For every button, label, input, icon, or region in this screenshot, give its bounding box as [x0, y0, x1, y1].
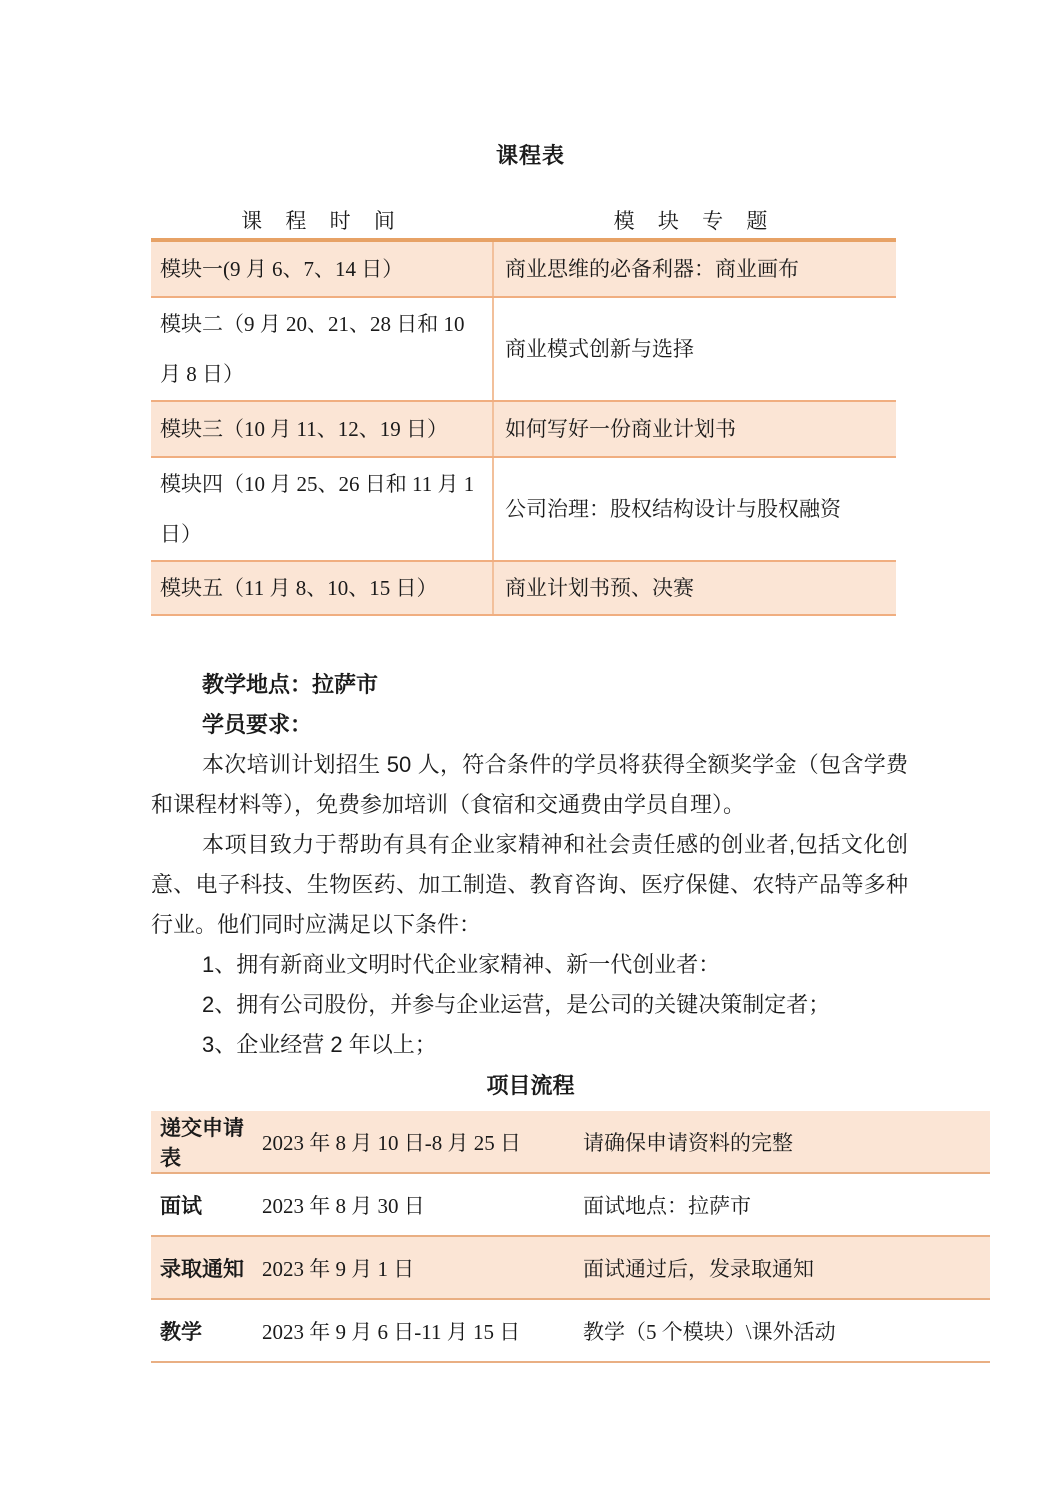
process-stage-cell: 教学 — [160, 1319, 202, 1344]
table-row — [151, 1174, 990, 1237]
module-topic-cell: 公司治理：股权结构设计与股权融资 — [492, 458, 896, 560]
student-requirements-label: 学员要求： — [202, 712, 313, 737]
course-schedule-header-row — [151, 202, 896, 238]
header-module-topic: 模 块 专 题 — [613, 209, 775, 233]
process-date-cell: 2023 年 9 月 1 日 — [262, 1256, 415, 1281]
table-row — [151, 458, 896, 562]
module-topic-cell: 商业思维的必备利器：商业画布 — [492, 242, 896, 296]
module-time-cell: 模块一(9 月 6、7、14 日） — [160, 257, 404, 281]
process-date-cell: 2023 年 8 月 10 日-8 月 25 日 — [262, 1130, 521, 1155]
module-topic-cell: 商业计划书预、决赛 — [492, 562, 896, 614]
table-row — [151, 242, 896, 298]
table-row — [151, 1237, 990, 1300]
condition-item: 2、拥有公司股份，并参与企业运营，是公司的关键决策制定者； — [202, 992, 831, 1017]
process-stage-cell: 面试 — [160, 1193, 202, 1218]
module-topic-cell: 商业模式创新与选择 — [492, 298, 896, 400]
project-process-table — [151, 1111, 990, 1363]
info-section — [151, 665, 908, 1065]
teaching-location-line: 教学地点：拉萨市 — [202, 672, 379, 697]
process-note-cell: 请确保申请资料的完整 — [583, 1130, 793, 1155]
course-schedule-body — [151, 238, 896, 616]
table-row — [151, 1111, 990, 1174]
course-schedule-table — [151, 202, 896, 616]
process-note-cell: 面试地点：拉萨市 — [583, 1193, 751, 1218]
table-row — [151, 562, 896, 614]
process-date-cell: 2023 年 8 月 30 日 — [262, 1193, 425, 1218]
project-goal-paragraph: 本项目致力于帮助有具有企业家精神和社会责任感的创业者,包括文化创意、电子科技、生物医药、加工制造、教育咨询、医疗保健、农特产品等多种行业。他们同时应满足以下条件： — [151, 832, 908, 937]
table-row — [151, 1300, 990, 1363]
table-row — [151, 402, 896, 458]
module-time-cell: 模块二（9 月 20、21、28 日和 10 月 8 日） — [160, 312, 465, 386]
process-stage-cell: 录取通知 — [160, 1256, 244, 1281]
module-time-cell: 模块三（10 月 11、12、19 日） — [160, 417, 448, 441]
module-time-cell: 模块五（11 月 8、10、15 日） — [160, 576, 438, 600]
process-stage-cell: 递交申请表 — [160, 1115, 244, 1170]
process-note-cell: 面试通过后，发录取通知 — [583, 1256, 814, 1281]
enrollment-paragraph: 本次培训计划招生 50 人，符合条件的学员将获得全额奖学金（包含学费和课程材料等），免费参加培训（食宿和交通费由学员自理）。 — [151, 752, 908, 817]
table-row — [151, 298, 896, 402]
module-time-cell: 模块四（10 月 25、26 日和 11 月 1 日） — [160, 472, 475, 546]
course-schedule-title: 课程表 — [495, 143, 565, 168]
module-topic-cell: 如何写好一份商业计划书 — [492, 402, 896, 456]
process-note-cell: 教学（5 个模块）\课外活动 — [583, 1319, 836, 1344]
condition-item: 3、企业经营 2 年以上； — [202, 1032, 437, 1057]
condition-item: 1、拥有新商业文明时代企业家精神、新一代创业者： — [202, 952, 721, 977]
project-process-title: 项目流程 — [486, 1073, 575, 1098]
process-date-cell: 2023 年 9 月 6 日-11 月 15 日 — [262, 1319, 521, 1344]
header-course-time: 课 程 时 间 — [241, 209, 402, 233]
